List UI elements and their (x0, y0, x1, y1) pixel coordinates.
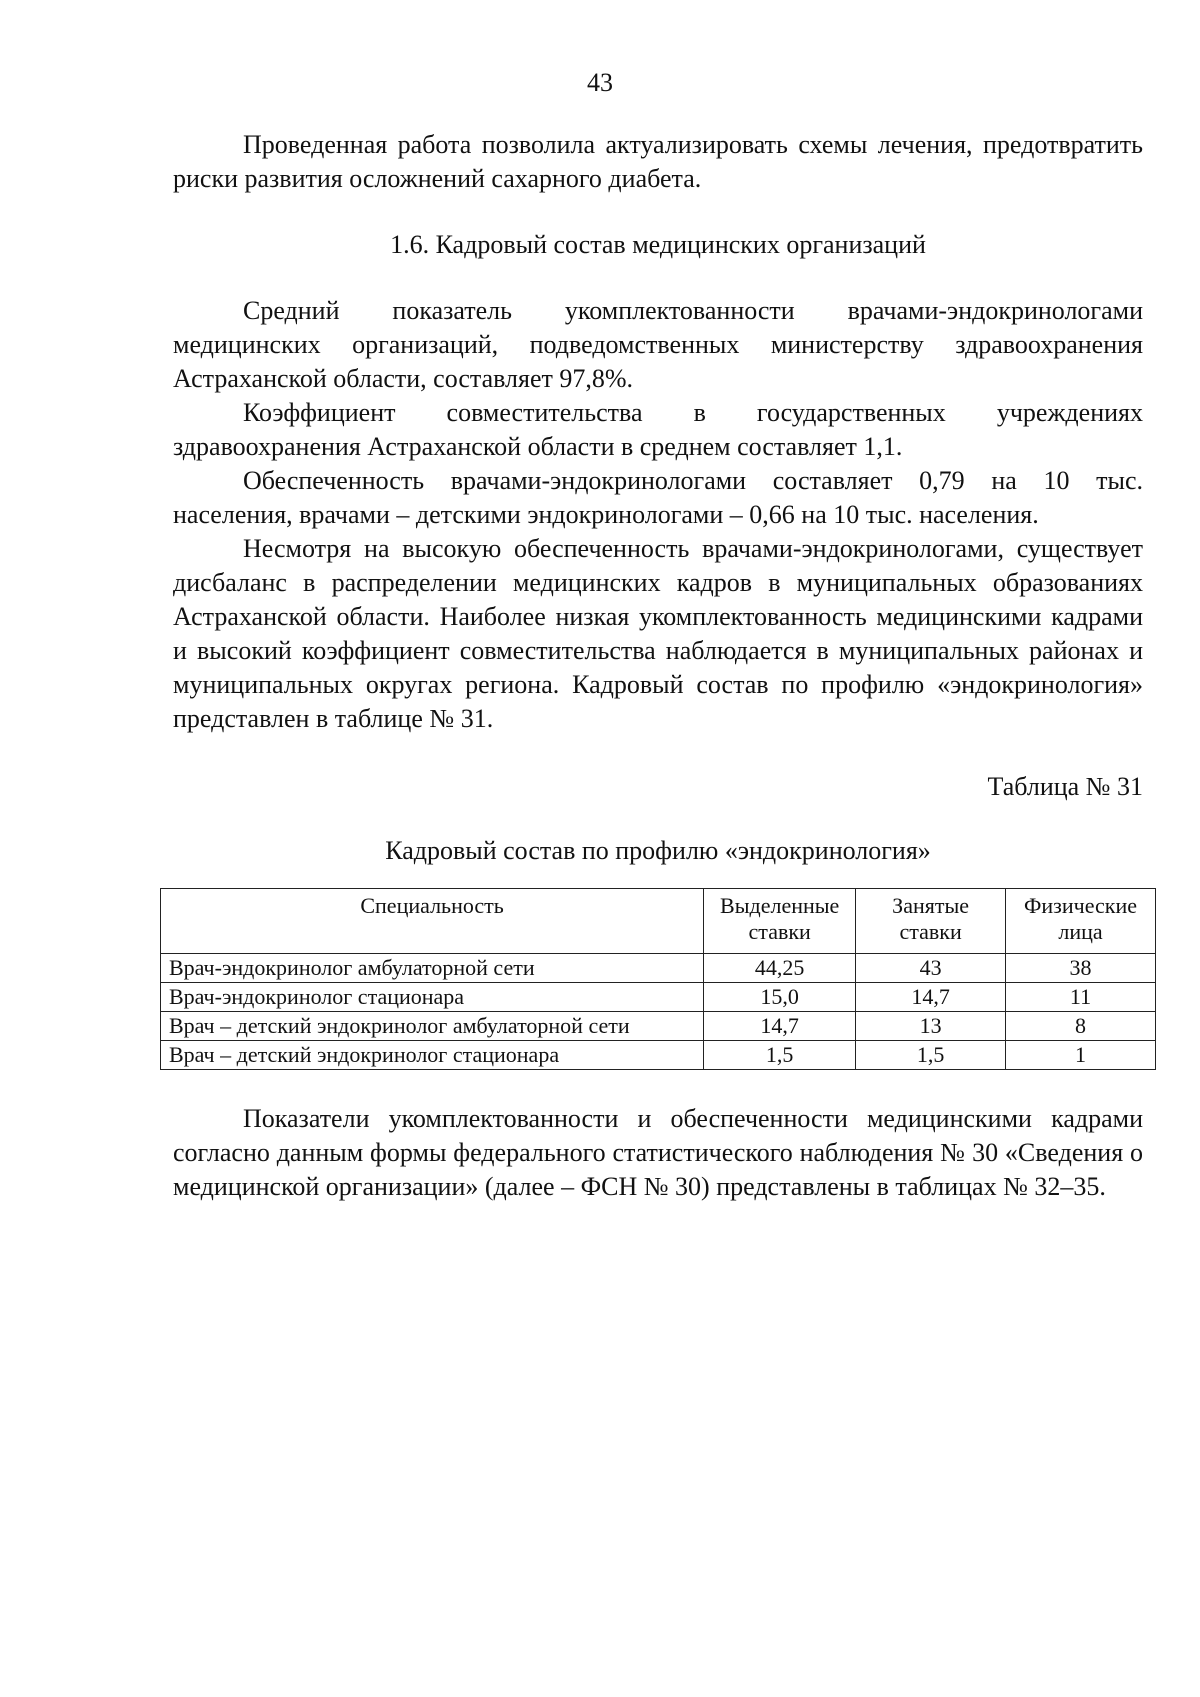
page-content (169, 128, 1143, 1204)
table-title: Кадровый состав по профилю «эндокринология» (385, 836, 931, 865)
table-row (161, 954, 1156, 983)
header-physical-persons (1006, 889, 1156, 954)
table-label: Таблица № 31 (987, 772, 1143, 801)
table-row (161, 1041, 1156, 1070)
header-occupied-line2: ставки (899, 919, 962, 944)
cell-physical: 11 (1006, 983, 1156, 1012)
section-heading: 1.6. Кадровый состав медицинских организаций (390, 230, 926, 259)
page-number: 43 (587, 68, 613, 97)
header-allocated-line1: Выделенные (720, 893, 840, 918)
cell-specialty: Врач-эндокринолог амбулаторной сети (161, 954, 704, 983)
cell-allocated: 1,5 (704, 1041, 856, 1070)
header-specialty-text: Специальность (360, 893, 504, 918)
cell-allocated: 44,25 (704, 954, 856, 983)
header-allocated-line2: ставки (748, 919, 811, 944)
header-physical-line1: Физические (1024, 893, 1138, 918)
header-occupied-line1: Занятые (892, 893, 970, 918)
staffing-table (160, 888, 1156, 1070)
intro-paragraph: Проведенная работа позволила актуализировать схемы лечения, предотвратить риски развития осложнений сахарного диабета. (173, 130, 1143, 193)
cell-specialty: Врач – детский эндокринолог стационара (161, 1041, 704, 1070)
header-physical-line2: лица (1058, 919, 1103, 944)
closing-paragraph: Показатели укомплектованности и обеспеченности медицинскими кадрами согласно данным формы федерального статистического наблюдения № 30 «Сведения о медицинской организации» (далее – ФСН № 30) представлены в таблицах № 32–35. (173, 1104, 1143, 1201)
cell-specialty: Врач – детский эндокринолог амбулаторной сети (161, 1012, 704, 1041)
header-specialty (161, 889, 704, 954)
paragraph-coefficient: Коэффициент совместительства в государственных учреждениях здравоохранения Астраханской области в среднем составляет 1,1. (173, 398, 1143, 461)
cell-occupied: 13 (856, 1012, 1006, 1041)
cell-physical: 38 (1006, 954, 1156, 983)
cell-occupied: 14,7 (856, 983, 1006, 1012)
table-header-row (161, 889, 1156, 954)
table-row (161, 983, 1156, 1012)
cell-allocated: 14,7 (704, 1012, 856, 1041)
paragraph-staffing-level: Средний показатель укомплектованности врачами-эндокринологами медицинских организаций, подведомственных министерству здравоохранения Астраханской области, составляет 97,8%. (173, 296, 1143, 393)
cell-specialty: Врач-эндокринолог стационара (161, 983, 704, 1012)
table-row (161, 1012, 1156, 1041)
cell-physical: 8 (1006, 1012, 1156, 1041)
header-occupied-rates (856, 889, 1006, 954)
header-allocated-rates (704, 889, 856, 954)
cell-physical: 1 (1006, 1041, 1156, 1070)
paragraph-provision: Обеспеченность врачами-эндокринологами составляет 0,79 на 10 тыс. населения, врачами – детскими эндокринологами – 0,66 на 10 тыс. населения. (173, 466, 1143, 529)
cell-occupied: 1,5 (856, 1041, 1006, 1070)
cell-occupied: 43 (856, 954, 1006, 983)
cell-allocated: 15,0 (704, 983, 856, 1012)
paragraph-imbalance: Несмотря на высокую обеспеченность врачами-эндокринологами, существует дисбаланс в распределении медицинских кадров в муниципальных образованиях Астраханской области. Наиболее низкая укомплектованность медицинскими кадрами и высокий коэффициент совместительства наблюдается в муниципальных районах и муниципальных округах региона. Кадровый состав по профилю «эндокринология» представлен в таблице № 31. (173, 534, 1143, 733)
